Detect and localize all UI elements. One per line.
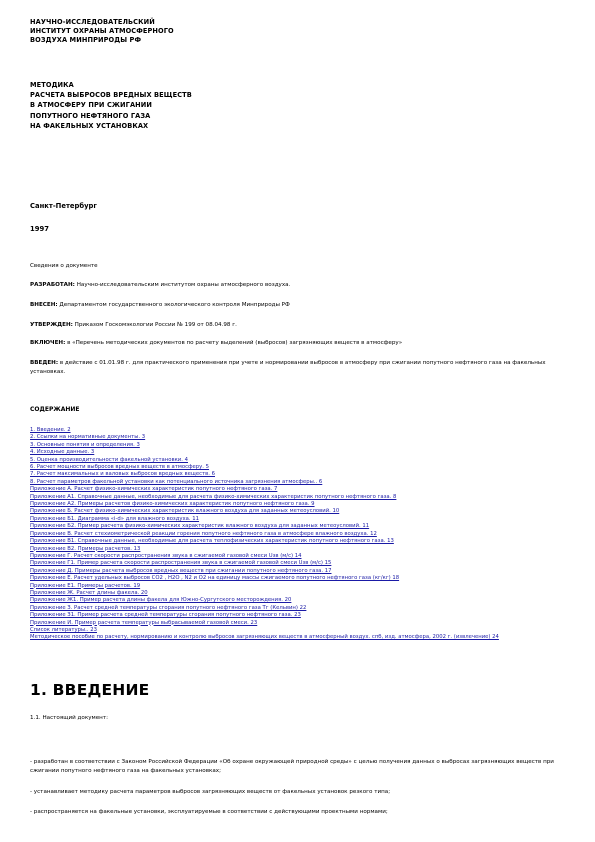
toc-link[interactable]: Приложение И. Пример расчета температуры выбрасываемой газовой смеси. 23 <box>30 619 258 626</box>
toc-link[interactable]: Список литературы.. 23 <box>30 626 97 633</box>
toc-link[interactable]: Приложение А. Расчет физико-химических характеристик попутного нефтяного газа. 7 <box>30 486 278 493</box>
introduced-text: Департаментом государственного экологического контроля Минприроды РФ <box>57 302 290 308</box>
toc-link[interactable]: Приложение Е. Расчет удельных выбросов СО2 , Н2О , N2 и О2 на единицу массы сжигаемого попутного нефтяного газа (кг/кг) 18 <box>30 575 400 582</box>
toc-link[interactable]: Приложение Г. Расчет скорости распространения звука в сжигаемой газовой смеси Uзв (м/с) 14 <box>30 552 302 559</box>
toc-link[interactable]: Приложение Ж. Расчет длины факела. 20 <box>30 589 148 596</box>
approved-text: Приказом Госкомэкологии России № 199 от 08.04.98 г. <box>72 322 237 328</box>
paragraph: - устанавливает методику расчета параметров выбросов загрязняющих веществ от факельных установок резкого типа; <box>30 789 391 795</box>
toc-link[interactable]: 4. Исходные данные. 3 <box>30 449 95 456</box>
toc-link[interactable]: Приложение Б. Расчет физико-химических характеристик влажного воздуха для заданных метеоусловий. 10 <box>30 508 340 515</box>
toc-link[interactable]: Методическое пособие по расчету, нормированию и контролю выбросов загрязняющих веществ в атмосферный воздух. спб, изд. атмосфера, 2002 г. (извлечение) 24 <box>30 634 499 641</box>
toc-link[interactable]: Приложение В. Расчет стехиометрической реакции горения попутного нефтяного газа в атмосфере влажного воздуха. 12 <box>30 530 377 537</box>
toc-link[interactable]: Приложение З. Расчет средней температуры сгорания попутного нефтяного газа Тг (Кельвин) 22 <box>30 604 307 611</box>
doc-info-heading: Сведения о документе <box>30 263 98 269</box>
toc-link[interactable]: Приложение В1. Справочные данные, необходимые для расчета теплофизических характеристик попутного нефтяного газа. 13 <box>30 538 394 545</box>
document-title <box>30 80 192 131</box>
toc-link[interactable]: Приложение Г1. Пример расчета скорости распространения звука в сжигаемой газовой смеси Uзв (м/с) 15 <box>30 560 332 567</box>
paragraph: 1.1. Настоящий документ: <box>30 715 108 721</box>
organization-line: НАУЧНО-ИССЛЕДОВАТЕЛЬСКИЙ <box>30 18 155 26</box>
toc-link[interactable]: 5. Оценка производительности факельной установки. 4 <box>30 456 188 463</box>
introduced-label: ВНЕСЕН: <box>30 302 58 308</box>
toc-link[interactable]: Приложение В2. Примеры расчетов. 13 <box>30 545 141 552</box>
title-line: МЕТОДИКА <box>30 81 74 89</box>
included-label: ВКЛЮЧЕН: <box>30 340 66 346</box>
effective-from <box>30 359 560 376</box>
toc-link[interactable]: 2. Ссылки на нормативные документы. 3 <box>30 434 146 441</box>
toc-link[interactable]: Приложение Б2. Пример расчета физико-химических характеристик влажного воздуха для заданных метеоусловий. 11 <box>30 523 370 530</box>
toc-link[interactable]: Приложение А2. Примеры расчетов физико-химических характеристик попутного нефтяного газа. 9 <box>30 501 315 508</box>
included-text: в «Перечень методических документов по расчету выделений (выбросов) загрязняющих веществ в атмосферу» <box>65 340 403 346</box>
title-line: В АТМОСФЕРУ ПРИ СЖИГАНИИ <box>30 101 153 110</box>
title-line: РАСЧЕТА ВЫБРОСОВ ВРЕДНЫХ ВЕЩЕСТВ <box>30 91 192 100</box>
toc-link[interactable]: Приложение Е1. Примеры расчетов. 19 <box>30 582 141 589</box>
toc-link[interactable]: 1. Введение. 2 <box>30 427 71 433</box>
included-in <box>30 339 560 348</box>
toc-link[interactable]: Приложение Б1. Диаграмма «i-d» для влажного воздуха. 11 <box>30 515 200 522</box>
table-of-contents <box>30 427 565 642</box>
developed-label: РАЗРАБОТАН: <box>30 282 75 288</box>
toc-link[interactable]: 8. Расчет параметров факельной установки как потенциального источника загрязнения атмосферы.. 6 <box>30 478 323 485</box>
approved-label: УТВЕРЖДЕН: <box>30 322 73 328</box>
effective-text: в действие с 01.01.98 г. для практического применения при учете и нормировании выбросов в атмосферу при сжигании попутного нефтяного газа на факельных установках. <box>30 360 546 375</box>
toc-link[interactable]: Приложение Ж1. Пример расчета длины факела для Южно-Сургутского месторождения. 20 <box>30 597 292 604</box>
toc-link[interactable]: Приложение А1. Справочные данные, необходимые для расчета физико-химических характеристик попутного нефтяного газа. 8 <box>30 493 397 500</box>
organization-line: ИНСТИТУТ ОХРАНЫ АТМОСФЕРНОГО <box>30 27 174 36</box>
toc-link[interactable]: Приложение Д. Примеры расчета выбросов вредных веществ при сжигании попутного нефтяного газа. 17 <box>30 567 332 574</box>
paragraph: - распространяется на факельные установки, эксплуатируемые в соответствии с действующими проектными нормами; <box>30 809 388 815</box>
toc-link[interactable]: 6. Расчет мощности выбросов вредных веществ в атмосферу. 5 <box>30 464 210 471</box>
developed-text: Научно-исследовательским институтом охраны атмосферного воздуха. <box>74 282 291 288</box>
developed-by <box>30 281 560 290</box>
publication-year: 1997 <box>30 225 49 233</box>
toc-heading: СОДЕРЖАНИЕ <box>30 406 80 413</box>
publication-city: Санкт-Петербург <box>30 202 97 210</box>
title-line: ПОПУТНОГО НЕФТЯНОГО ГАЗА <box>30 111 151 120</box>
section-title: 1. ВВЕДЕНИЕ <box>30 681 150 699</box>
toc-link[interactable]: 3. Основные понятия и определения. 3 <box>30 441 140 448</box>
title-line: НА ФАКЕЛЬНЫХ УСТАНОВКАХ <box>30 121 149 130</box>
effective-label: ВВЕДЕН: <box>30 360 59 366</box>
paragraph: - разработан в соответствии с Законом Российской Федерации «Об охране окружающей природной среды» с целью получения данных о выбросах загрязняющих веществ при сжигании попутного нефтяного газа на факельных установках; <box>30 759 554 775</box>
toc-link[interactable]: 7. Расчет максимальных и валовых выбросов вредных веществ. 6 <box>30 471 215 478</box>
introduced-by <box>30 301 560 310</box>
organization-line: ВОЗДУХА МИНПРИРОДЫ РФ <box>30 36 142 45</box>
toc-link[interactable]: Приложение З1. Пример расчета средней температуры сгорания попутного нефтяного газа. 23 <box>30 612 301 619</box>
organization-name <box>30 18 174 46</box>
approved-by <box>30 321 560 330</box>
